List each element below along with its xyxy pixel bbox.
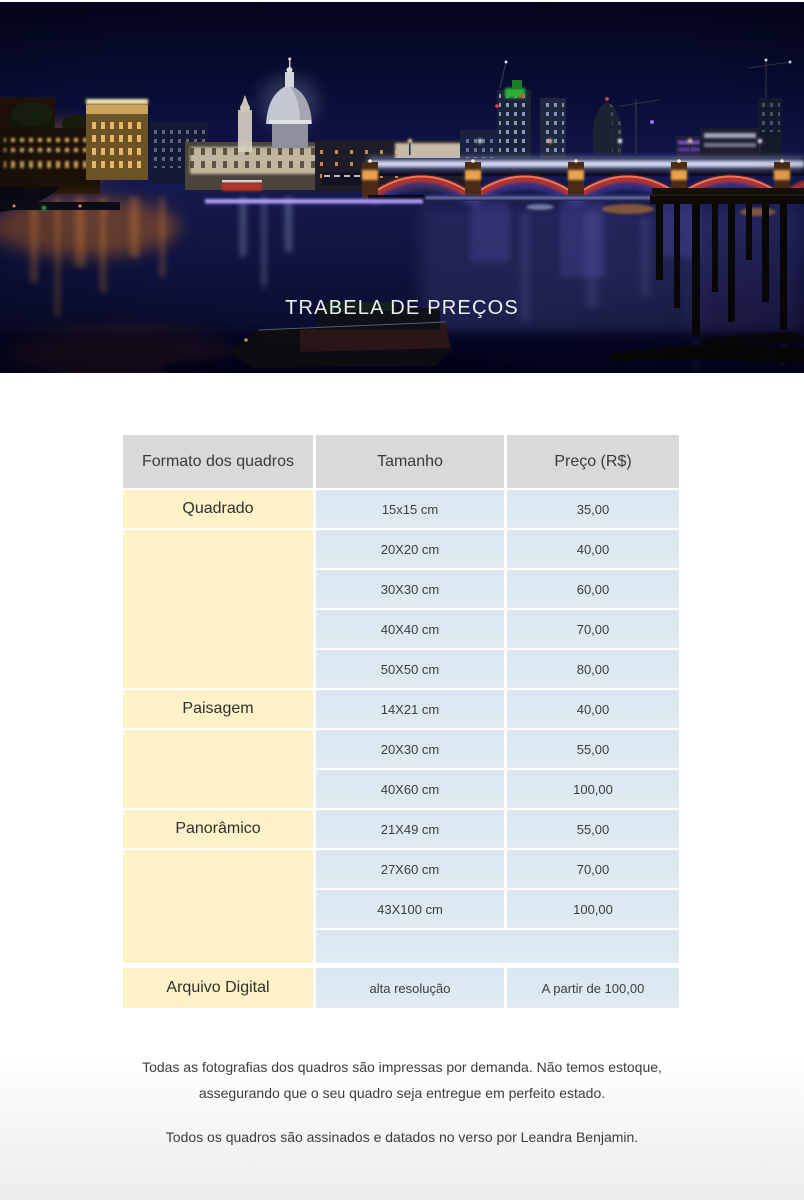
price-cell: 40,00 [507,690,679,728]
price-cell: 35,00 [507,490,679,528]
price-cell: 70,00 [507,610,679,648]
footer-paragraph-2: Todos os quadros são assinados e datados no verso por Leandra Benjamin. [165,1129,639,1145]
header-price: Preço (R$) [507,435,679,488]
header-size: Tamanho [316,435,504,488]
size-cell: 30X30 cm [316,570,504,608]
size-cell: 15x15 cm [316,490,504,528]
price-cell: 60,00 [507,570,679,608]
hero-title: TRABELA DE PREÇOS [285,297,519,319]
size-cell: 40X60 cm [316,770,504,808]
size-cell: 14X21 cm [316,690,504,728]
size-cell: 21X49 cm [316,810,504,848]
header-format: Formato dos quadros [123,435,313,488]
price-cell: 70,00 [507,850,679,888]
hero-image [0,2,804,373]
footer-notes [0,1054,804,1150]
size-cell: 43X100 cm [316,890,504,928]
format-cell-paisagem: Paisagem [123,690,313,728]
size-cell: alta resolução [316,968,504,1008]
price-table [123,435,679,1008]
price-cell: 55,00 [507,810,679,848]
size-cell: 50X50 cm [316,650,504,688]
price-cell: 100,00 [507,890,679,928]
size-cell: 27X60 cm [316,850,504,888]
hero-photo-svg [0,2,804,373]
price-cell: 55,00 [507,730,679,768]
price-cell: 80,00 [507,650,679,688]
price-cell: A partir de 100,00 [507,968,679,1008]
footer-paragraph-1 [82,1054,722,1106]
footer-p1-line1: Todas as fotografias dos quadros são impressas por demanda. Não temos estoque, [142,1059,662,1075]
footer-p1-line2: assegurando que o seu quadro seja entregue em perfeito estado. [198,1085,606,1101]
format-block-panoramico [123,850,313,963]
size-cell: 20X30 cm [316,730,504,768]
format-cell-arquivo-digital: Arquivo Digital [123,968,313,1008]
format-block-paisagem [123,730,313,808]
format-block-quadrado [123,530,313,688]
size-cell: 20X20 cm [316,530,504,568]
empty-merged-cell [316,930,679,963]
size-cell: 40X40 cm [316,610,504,648]
format-cell-panoramico: Panorâmico [123,810,313,848]
price-cell: 100,00 [507,770,679,808]
price-cell: 40,00 [507,530,679,568]
format-cell-quadrado: Quadrado [123,490,313,528]
